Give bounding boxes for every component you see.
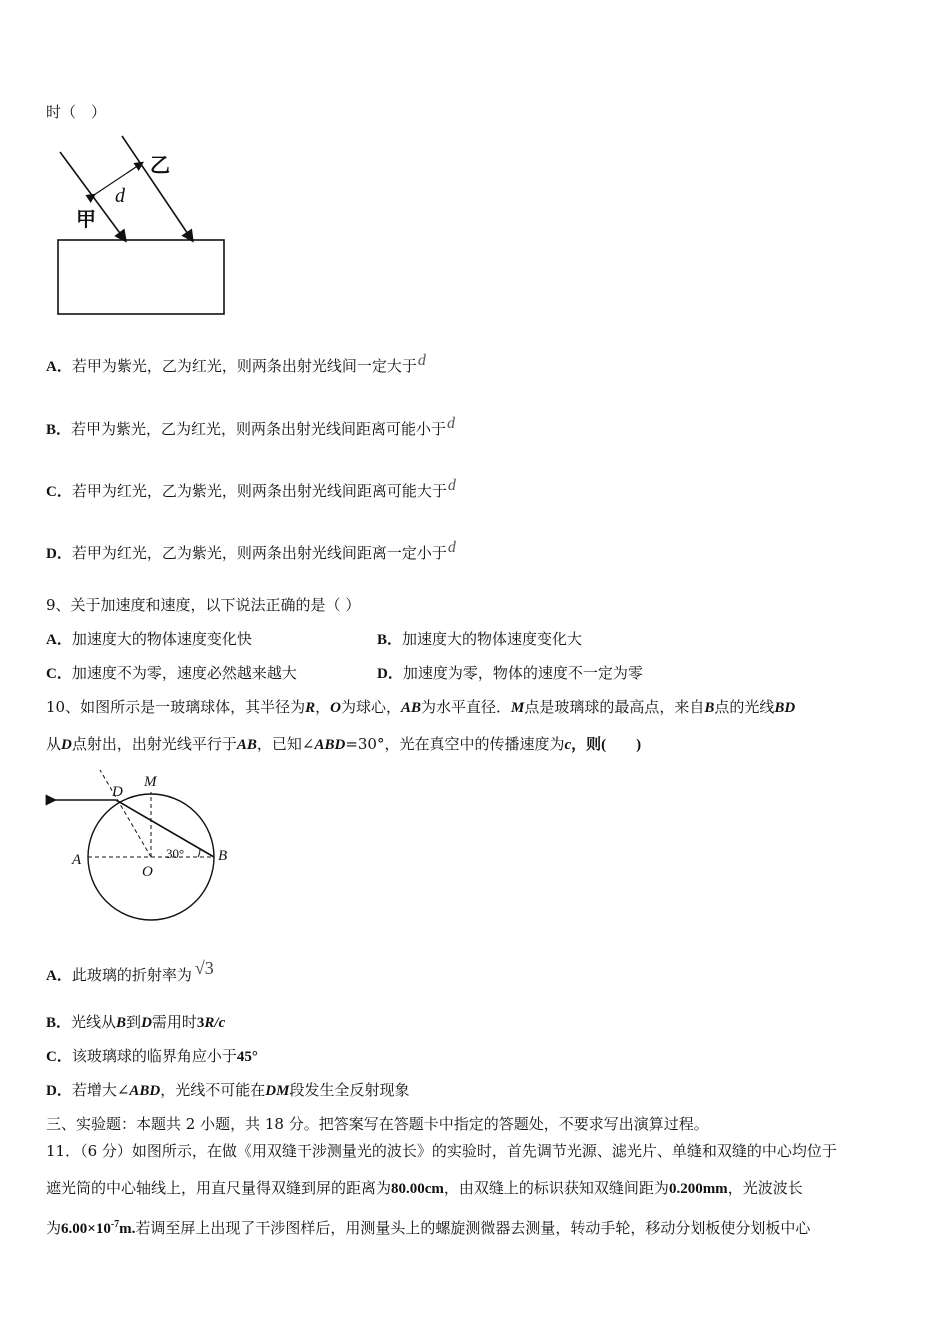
q10-option-d[interactable]: D．若增大∠ABD，光线不可能在DM段发生全反射现象 <box>46 1081 410 1099</box>
glass-block <box>58 240 224 314</box>
label-jia: 甲 <box>76 209 96 231</box>
q8-option-c[interactable]: C．若甲为红光，乙为紫光，则两条出射光线间距离可能大于d <box>46 477 456 500</box>
ray-yi <box>122 136 192 240</box>
label-A: A <box>72 852 82 868</box>
q9-option-c[interactable]: C．加速度不为零，速度必然越来越大 <box>46 664 297 682</box>
q11-line3: 为$6.00\times 10^{-7}m$.若调至屏上出现了干涉图样后，用测量头上的螺旋测微器去测量，转动手轮，移动分划板使分划板中心 <box>46 1219 811 1237</box>
label-O: O <box>142 864 153 880</box>
q11-line1: 11．（6 分）如图所示，在做《用双缝干涉测量光的波长》的实验时，首先调节光源、滤光片、单缝和双缝的中心均位于 <box>46 1142 837 1160</box>
label-M: M <box>144 774 157 790</box>
q8-option-b[interactable]: B．若甲为紫光，乙为红光，则两条出射光线间距离可能小于d <box>46 415 456 438</box>
q9-option-b[interactable]: B．加速度大的物体速度变化大 <box>377 630 583 648</box>
angle-arc <box>198 849 200 857</box>
q11-line2: 遮光筒的中心轴线上，用直尺量得双缝到屏的距离为80.00cm，由双缝上的标识获知双缝间距为0.200mm，光波波长 <box>46 1179 803 1197</box>
label-D: D <box>112 784 123 800</box>
figure-glass-sphere <box>40 768 250 928</box>
q8-option-d[interactable]: D．若甲为红光，乙为紫光，则两条出射光线间距离一定小于d <box>46 539 456 562</box>
q8-option-a[interactable]: A．若甲为紫光，乙为红光，则两条出射光线间一定大于d <box>46 352 426 375</box>
figure-parallel-rays <box>50 130 240 320</box>
q9-option-d[interactable]: D．加速度为零，物体的速度不一定为零 <box>377 664 643 682</box>
q10-stem-line1: 10、如图所示是一玻璃球体，其半径为R，O为球心，AB为水平直径．M点是玻璃球的最高点，来自B点的光线BD <box>46 698 796 716</box>
label-angle: 30° <box>166 846 185 861</box>
section-heading: 三、实验题：本题共 2 小题，共 18 分。把答案写在答题卡中指定的答题处，不要求写出演算过程。 <box>46 1115 709 1133</box>
q10-option-a[interactable]: A．此玻璃的折射率为 √3 <box>46 958 214 984</box>
label-yi: 乙 <box>150 155 170 177</box>
q9-option-a[interactable]: A．加速度大的物体速度变化快 <box>46 630 252 648</box>
q10-stem-line2: 从D点射出，出射光线平行于AB，已知∠ABD=30°，光在真空中的传播速度为c，则( ) <box>46 735 642 753</box>
q10-option-c[interactable]: C．该玻璃球的临界角应小于45° <box>46 1047 258 1065</box>
q9-stem: 9、关于加速度和速度，以下说法正确的是（ ） <box>46 596 361 614</box>
label-d: d <box>115 185 125 207</box>
label-B: B <box>218 848 228 864</box>
question-tail: 时（ ） <box>46 103 107 121</box>
q10-option-b[interactable]: B．光线从B到D需用时3R/c <box>46 1013 226 1031</box>
ray-bd <box>116 800 214 857</box>
